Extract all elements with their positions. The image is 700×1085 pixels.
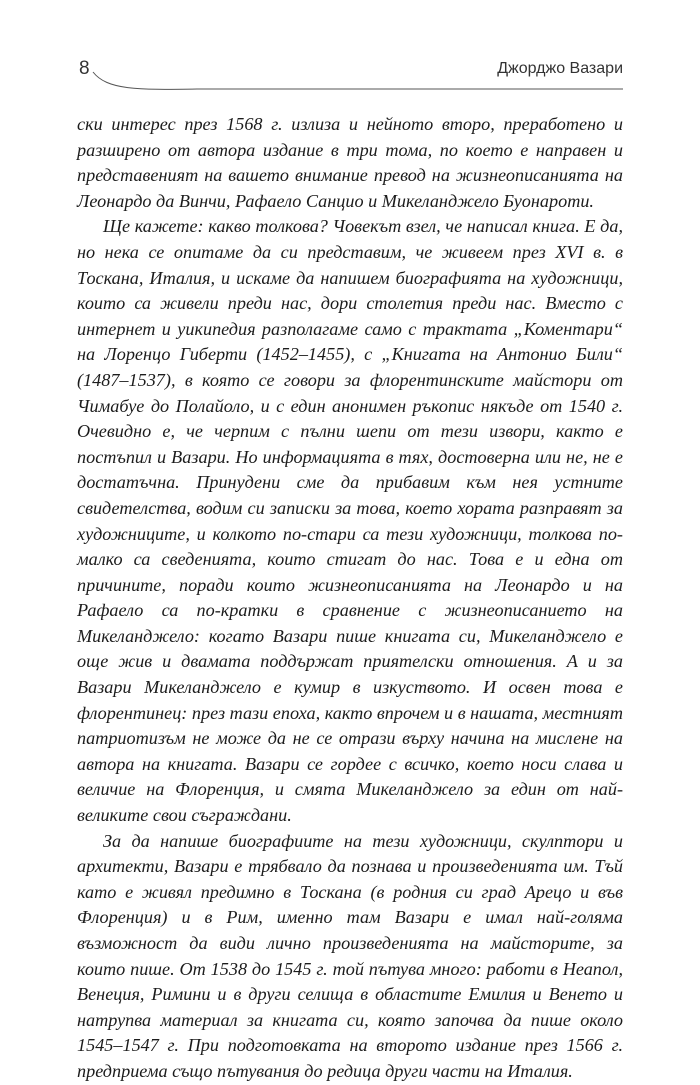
page-header	[77, 58, 623, 88]
running-title: Джорджо Вазари	[497, 60, 623, 77]
paragraph: ски интерес през 1568 г. излиза и нейното второ, преработено и разширено от автора издание в три тома, по което е направен и представеният на вашето внимание превод на жизнеописанията на Леонардо да Винчи, Рафаело Санцио и Микеланджело Буонароти.	[77, 114, 623, 211]
page-number: 8	[79, 58, 90, 79]
paragraph: Ще кажете: какво толкова? Човекът взел, че написал книга. Е да, но нека се опитаме да си представим, че живеем през XVI в. в Тоскана, Италия, и искаме да напишем биографията на художници, които са живели преди нас, дори столетия преди нас. Вместо с интернет и уикипедия разполагаме само с трактата „Коментари“ на Лоренцо Гиберти (1452–1455), с „Книгата на Антонио Били“ (1487–1537), в която се говори за флорентинските майстори от Чимабуе до Полайоло, и с един анонимен ръкопис някъде от 1540 г. Очевидно е, че черпим с пълни шепи от тези извори, както е постъпил и Вазари. Но информацията в тях, достоверна или не, не е достатъчна. Принудени сме да прибавим към нея устните свидетелства, водим си записки за това, което хората разправят за художниците, и колкото по-стари са тези художници, толкова по-малко са сведенията, които стигат до нас. Това е и една от причините, поради които жизнеописанията на Леонардо и на Рафаело са по-кратки в сравнение с жизнеописанието на Микеланджело: когато Вазари пише книгата си, Микеланджело е още жив и двамата поддържат приятелски отношения. А и за Вазари Микеланджело е кумир в изкуството. И освен това е флорентинец: през тази епоха, както впрочем и в нашата, местният патриотизъм не може да не се отрази върху начина на мислене на автора на книгата. Вазари се гордее с всичко, което носи слава и величие на Флоренция, и смята Микеланджело за един от най-великите свои съграждани.	[77, 216, 623, 826]
paragraph: За да напише биографиите на тези художници, скулптори и архитекти, Вазари е трябвало да познава и произведенията им. Тъй като е живял предимно в Тоскана (в родния си град Арецо и във Флоренция) и в Рим, именно там Вазари е имал най-голяма възможност да види лично произведенията на майсторите, за които пише. От 1538 до 1545 г. той пътува много: работи в Неапол, Венеция, Римини и в други селища в областите Емилия и Венето и натрупва материал за книгата си, която започва да пише около 1545–1547 г. При подготовката на второто издание през 1566 г. предприема също пътувания до редица други части на Италия.	[77, 830, 623, 1081]
body-text	[77, 112, 623, 1085]
